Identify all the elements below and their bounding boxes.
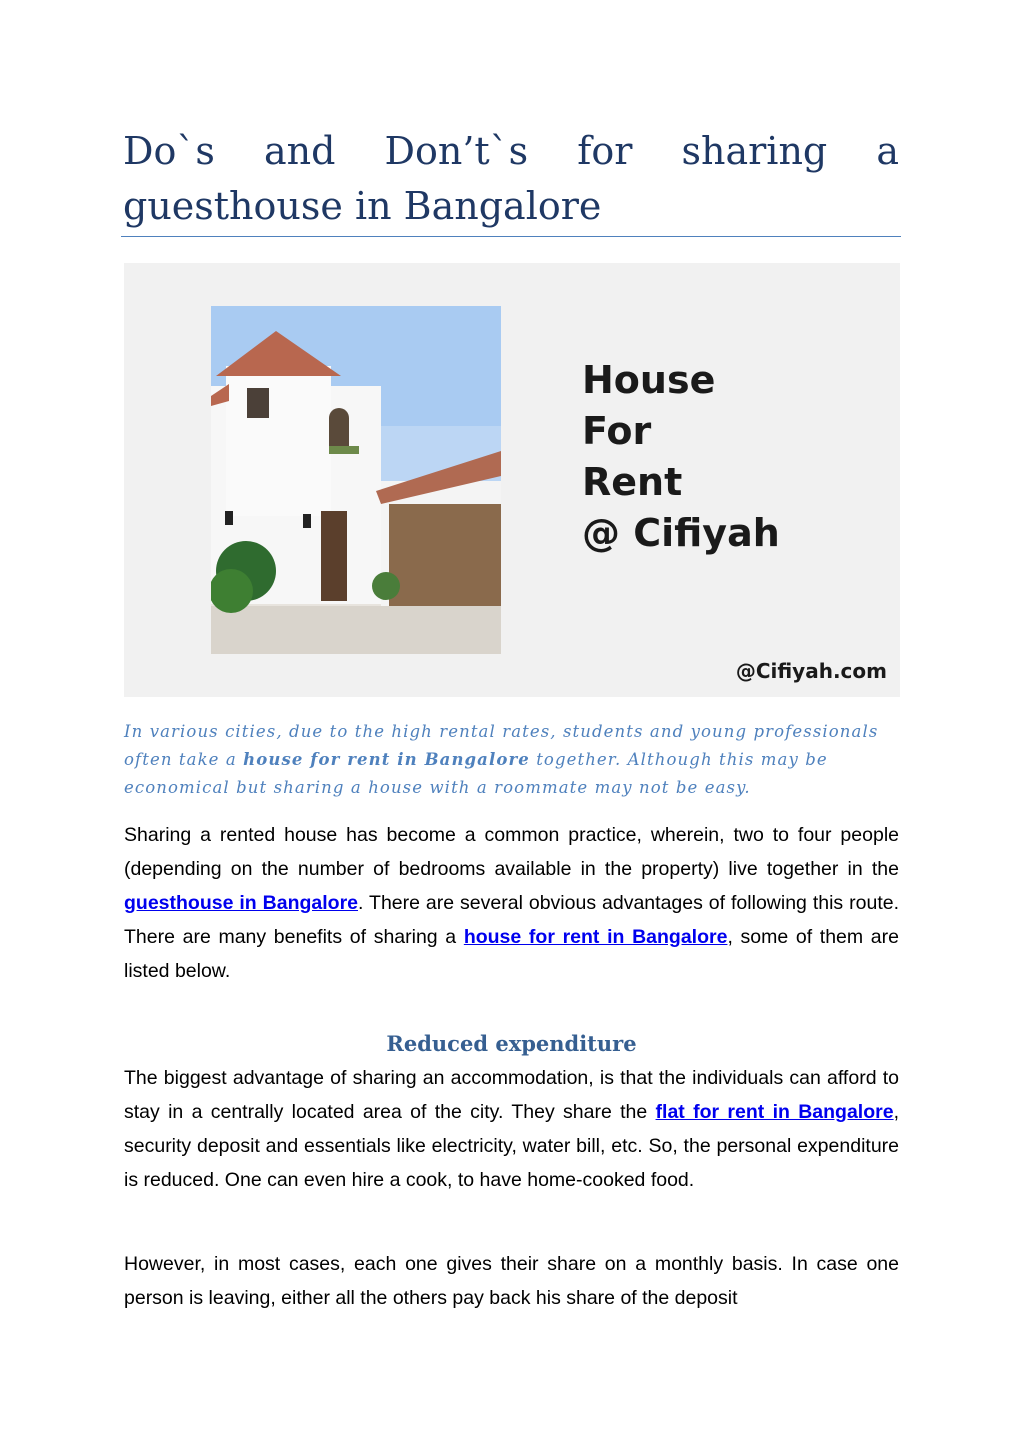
plant-right — [372, 572, 400, 600]
hero-site-label: @Cifiyah.com — [735, 659, 887, 683]
window-left — [247, 388, 269, 418]
intro-text-2: together. Although this may be economical but sharing a house with a roommate may not be easy. — [124, 750, 828, 797]
arched-window — [329, 408, 349, 446]
hero-line-1: House — [582, 358, 716, 402]
paragraph-2 — [124, 1061, 899, 1197]
paragraph-1 — [124, 818, 899, 988]
title-underline — [121, 236, 901, 237]
bush-left-2 — [211, 569, 253, 613]
intro-quote — [124, 718, 904, 802]
flower-box — [329, 446, 359, 454]
guesthouse-link[interactable]: guesthouse in Bangalore — [124, 892, 359, 914]
p1-text-3: , some of them are listed below. — [124, 926, 899, 982]
garage-door — [389, 504, 501, 606]
hero-line-3: Rent — [582, 460, 683, 504]
page-title: Do`s and Don’t`s for sharing a guesthouse in Bangalore — [123, 129, 899, 228]
front-door — [321, 511, 347, 601]
section-heading: Reduced expenditure — [386, 1031, 637, 1056]
p2-text-1: The biggest advantage of sharing an accommodation, is that the individuals can afford to stay in a centrally located area of the city. They share the — [124, 1067, 899, 1123]
lamp-left — [225, 511, 233, 525]
driveway — [211, 606, 501, 654]
hero-banner — [124, 263, 900, 697]
hero-line-4: @ Cifiyah — [582, 511, 780, 555]
intro-bold: house for rent in Bangalore — [243, 750, 530, 769]
p1-text-1: Sharing a rented house has become a common practice, wherein, two to four people (depending on the number of bedrooms available in the property) live together in the — [124, 824, 899, 880]
tower-wall — [226, 366, 331, 516]
lamp-right — [303, 514, 311, 528]
hero-caption — [582, 355, 780, 559]
p2-text-2: , security deposit and essentials like electricity, water bill, etc. So, the personal expenditure is reduced. One can even hire a cook, to have home-cooked food. — [124, 1101, 899, 1191]
hero-line-2: For — [582, 409, 652, 453]
flat-for-rent-link[interactable]: flat for rent in Bangalore — [655, 1101, 894, 1123]
paragraph-3: However, in most cases, each one gives their share on a monthly basis. In case one person is leaving, either all the others pay back his share of the deposit — [124, 1253, 899, 1309]
house-for-rent-link[interactable]: house for rent in Bangalore — [463, 926, 728, 948]
intro-text-1: In various cities, due to the high rental rates, students and young professionals often take a — [124, 722, 879, 769]
house-photo — [211, 306, 501, 654]
p1-text-2: . There are several obvious advantages of following this route. There are many benefits of sharing a — [124, 892, 899, 948]
